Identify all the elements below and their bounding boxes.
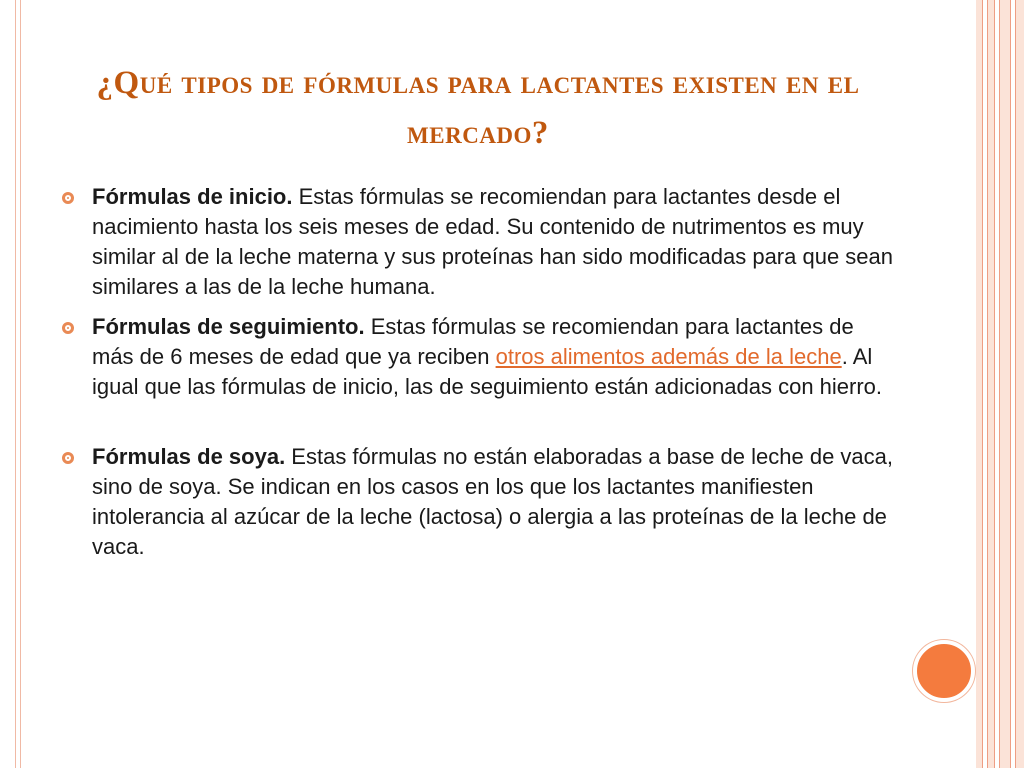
list-item [62, 442, 894, 562]
orange-circle-decoration [913, 640, 975, 702]
bullet-icon [62, 322, 74, 334]
item-term: Fórmulas de seguimiento. [92, 314, 365, 339]
item-term: Fórmulas de soya. [92, 444, 286, 469]
stripe [1010, 0, 1016, 768]
bullet-list [62, 182, 894, 562]
item-text: Estas fórmulas no están elaboradas a base de leche de vaca, sino de soya. Se indican en los casos en los que los lactantes manifiesten intolerancia al azúcar de la leche (lactosa) o alergia a las proteínas de la leche de vaca. [92, 444, 894, 559]
left-frame-decoration [15, 0, 21, 768]
list-item [62, 182, 894, 302]
stripe [994, 0, 1000, 768]
otros-alimentos-link[interactable]: otros alimentos además de la leche [495, 344, 842, 369]
bullet-icon [62, 192, 74, 204]
slide-title: ¿Qué tipos de fórmulas para lactantes existen en el mercado? [96, 65, 860, 151]
list-item [62, 312, 894, 402]
stripe [982, 0, 988, 768]
right-stripes-decoration [976, 0, 1024, 768]
item-text: . Al igual que las fórmulas de inicio, las de seguimiento están adicionadas con hierro. [92, 344, 883, 399]
item-term: Fórmulas de inicio. [92, 184, 293, 209]
item-text: Estas fórmulas se recomiendan para lactantes de más de 6 meses de edad que ya reciben [92, 314, 854, 369]
item-text: Estas fórmulas se recomiendan para lactantes desde el nacimiento hasta los seis meses de edad. Su contenido de nutrimentos es muy similar al de la leche materna y sus proteínas han sido modificadas para que sean similares a las de la leche humana. [92, 184, 894, 299]
bullet-icon [62, 452, 74, 464]
